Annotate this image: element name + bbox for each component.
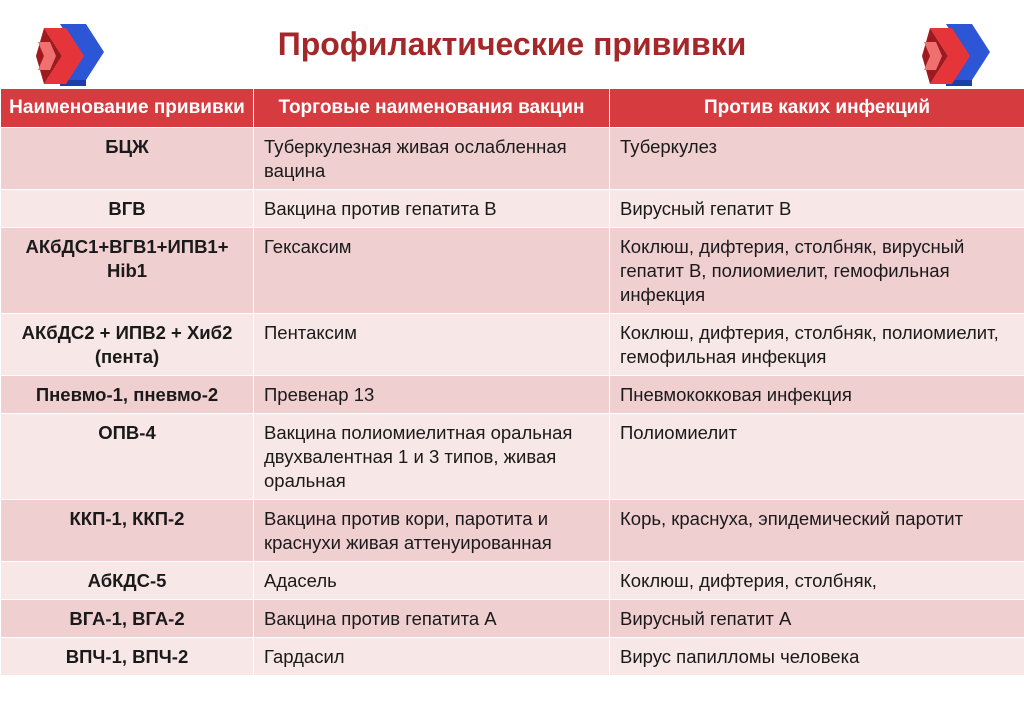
table-row — [1, 414, 1024, 500]
vaccine-name-cell: ВГВ — [1, 190, 254, 228]
table-row — [1, 500, 1024, 562]
vaccine-name-cell: ВПЧ-1, ВПЧ-2 — [1, 638, 254, 676]
infections-cell: Коклюш, дифтерия, столбняк, вирусный гепатит В, полиомиелит, гемофильная инфекция — [610, 228, 1024, 314]
vaccine-name-cell: ОПВ-4 — [1, 414, 254, 500]
table-row — [1, 190, 1024, 228]
trade-name-cell: Вакцина против кори, паротита и краснухи живая аттенуированная — [254, 500, 610, 562]
infections-cell: Корь, краснуха, эпидемический паротит — [610, 500, 1024, 562]
vaccine-name-cell: БЦЖ — [1, 128, 254, 190]
trade-name-cell: Гексаксим — [254, 228, 610, 314]
table-row — [1, 600, 1024, 638]
infections-cell: Вирусный гепатит В — [610, 190, 1024, 228]
vaccine-name-cell: АКбДС1+ВГВ1+ИПВ1+ Hib1 — [1, 228, 254, 314]
vaccine-name-cell: АКбДС2 + ИПВ2 + Хиб2 (пента) — [1, 314, 254, 376]
column-header-trade-names: Торговые наименования вакцин — [254, 89, 610, 128]
table-row — [1, 128, 1024, 190]
vaccine-name-cell: Пневмо-1, пневмо-2 — [1, 376, 254, 414]
vaccination-table — [0, 88, 1024, 676]
cube-logo-right-icon — [920, 22, 998, 90]
infections-cell: Вирус папилломы человека — [610, 638, 1024, 676]
trade-name-cell: Вакцина полиомиелитная оральная двухвалентная 1 и 3 типов, живая оральная — [254, 414, 610, 500]
vaccine-name-cell: ККП-1, ККП-2 — [1, 500, 254, 562]
trade-name-cell: Адасель — [254, 562, 610, 600]
trade-name-cell: Гардасил — [254, 638, 610, 676]
infections-cell: Коклюш, дифтерия, столбняк, полиомиелит, гемофильная инфекция — [610, 314, 1024, 376]
table-row — [1, 376, 1024, 414]
infections-cell: Коклюш, дифтерия, столбняк, — [610, 562, 1024, 600]
vaccine-name-cell: АбКДС-5 — [1, 562, 254, 600]
trade-name-cell: Пентаксим — [254, 314, 610, 376]
trade-name-cell: Вакцина против гепатита В — [254, 190, 610, 228]
table-row — [1, 314, 1024, 376]
infections-cell: Пневмококковая инфекция — [610, 376, 1024, 414]
page-title: Профилактические прививки — [277, 26, 747, 62]
vaccine-name-cell: ВГА-1, ВГА-2 — [1, 600, 254, 638]
trade-name-cell: Превенар 13 — [254, 376, 610, 414]
infections-cell: Полиомиелит — [610, 414, 1024, 500]
trade-name-cell: Вакцина против гепатита А — [254, 600, 610, 638]
infections-cell: Вирусный гепатит А — [610, 600, 1024, 638]
table-row — [1, 562, 1024, 600]
column-header-infections: Против каких инфекций — [610, 89, 1024, 128]
table-row — [1, 638, 1024, 676]
trade-name-cell: Туберкулезная живая ослабленная вацина — [254, 128, 610, 190]
column-header-name: Наименование прививки — [1, 89, 254, 128]
infections-cell: Туберкулез — [610, 128, 1024, 190]
table-row — [1, 228, 1024, 314]
table-header-row — [1, 89, 1024, 128]
